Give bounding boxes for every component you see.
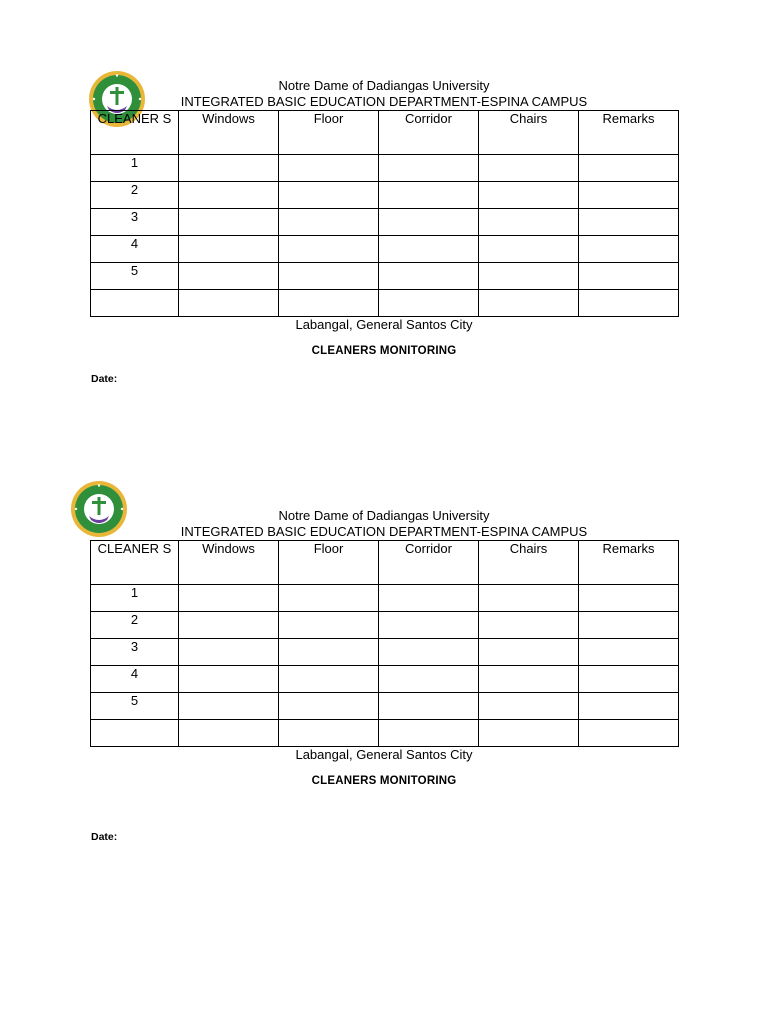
table-cell: 4 bbox=[91, 666, 179, 693]
table-cell[interactable] bbox=[91, 290, 179, 317]
header-floor: Floor bbox=[279, 541, 379, 585]
table-cell: 3 bbox=[91, 209, 179, 236]
table-cell[interactable] bbox=[379, 155, 479, 182]
table-cell[interactable] bbox=[479, 182, 579, 209]
table-row bbox=[91, 263, 679, 290]
city-address: Labangal, General Santos City bbox=[295, 747, 473, 762]
form-title: CLEANERS MONITORING bbox=[311, 345, 457, 357]
table-cell[interactable] bbox=[479, 639, 579, 666]
table-cell[interactable] bbox=[479, 209, 579, 236]
table-cell[interactable] bbox=[279, 182, 379, 209]
table-cell[interactable] bbox=[279, 720, 379, 747]
table-cell[interactable] bbox=[479, 290, 579, 317]
table-cell[interactable] bbox=[179, 209, 279, 236]
table-cell[interactable] bbox=[179, 693, 279, 720]
table-cell[interactable] bbox=[279, 612, 379, 639]
table-cell[interactable] bbox=[379, 585, 479, 612]
table-cell[interactable] bbox=[379, 263, 479, 290]
table-cell[interactable] bbox=[379, 236, 479, 263]
header-remarks: Remarks bbox=[579, 541, 679, 585]
table-cell[interactable] bbox=[579, 693, 679, 720]
header-corridor: Corridor bbox=[379, 541, 479, 585]
table-row bbox=[91, 666, 679, 693]
table-cell[interactable] bbox=[179, 639, 279, 666]
table-cell[interactable] bbox=[479, 720, 579, 747]
table-cell[interactable] bbox=[579, 666, 679, 693]
table-row bbox=[91, 290, 679, 317]
university-name: Notre Dame of Dadiangas University bbox=[278, 78, 490, 93]
table-cell[interactable] bbox=[279, 693, 379, 720]
form-title: CLEANERS MONITORING bbox=[311, 775, 457, 787]
table-cell: 3 bbox=[91, 639, 179, 666]
table-cell: 1 bbox=[91, 585, 179, 612]
table-row bbox=[91, 693, 679, 720]
table-cell: 1 bbox=[91, 155, 179, 182]
table-cell[interactable] bbox=[579, 155, 679, 182]
table-cell[interactable] bbox=[279, 209, 379, 236]
table-cell[interactable] bbox=[279, 639, 379, 666]
table-cell[interactable] bbox=[179, 290, 279, 317]
table-cell[interactable] bbox=[179, 720, 279, 747]
table-cell[interactable] bbox=[379, 182, 479, 209]
table-cell: 4 bbox=[91, 236, 179, 263]
table-cell[interactable] bbox=[179, 585, 279, 612]
table-cell[interactable] bbox=[579, 639, 679, 666]
header-windows: Windows bbox=[179, 111, 279, 155]
header-floor: Floor bbox=[279, 111, 379, 155]
header-remarks: Remarks bbox=[579, 111, 679, 155]
table-row bbox=[91, 612, 679, 639]
city-address: Labangal, General Santos City bbox=[295, 317, 473, 332]
table-cell[interactable] bbox=[479, 236, 579, 263]
table-cell[interactable] bbox=[479, 666, 579, 693]
table-cell[interactable] bbox=[179, 263, 279, 290]
table-cell[interactable] bbox=[379, 209, 479, 236]
table-cell[interactable] bbox=[179, 182, 279, 209]
table-cell[interactable] bbox=[179, 236, 279, 263]
header-chairs: Chairs bbox=[479, 111, 579, 155]
table-cell[interactable] bbox=[579, 209, 679, 236]
table-cell[interactable] bbox=[579, 290, 679, 317]
table-cell[interactable] bbox=[579, 182, 679, 209]
cleaners-table bbox=[90, 540, 679, 747]
header-cleaners: CLEANER S bbox=[91, 111, 179, 155]
table-row bbox=[91, 155, 679, 182]
table-row bbox=[91, 182, 679, 209]
header-cleaners: CLEANER S bbox=[91, 541, 179, 585]
cleaners-form-2 bbox=[0, 430, 768, 860]
table-cell[interactable] bbox=[379, 720, 479, 747]
table-cell[interactable] bbox=[279, 155, 379, 182]
date-label: Date: bbox=[91, 373, 118, 385]
table-cell[interactable] bbox=[179, 155, 279, 182]
table-cell[interactable] bbox=[379, 666, 479, 693]
table-cell[interactable] bbox=[179, 666, 279, 693]
table-cell[interactable] bbox=[479, 612, 579, 639]
table-cell: 2 bbox=[91, 182, 179, 209]
table-cell[interactable] bbox=[279, 263, 379, 290]
table-cell[interactable] bbox=[579, 236, 679, 263]
table-row bbox=[91, 585, 679, 612]
table-cell[interactable] bbox=[279, 666, 379, 693]
table-row bbox=[91, 209, 679, 236]
header-corridor: Corridor bbox=[379, 111, 479, 155]
table-cell[interactable] bbox=[379, 290, 479, 317]
cleaners-form-1 bbox=[0, 0, 768, 430]
department-name: INTEGRATED BASIC EDUCATION DEPARTMENT-ESPINA CAMPUS bbox=[180, 94, 588, 109]
table-cell: 2 bbox=[91, 612, 179, 639]
university-name: Notre Dame of Dadiangas University bbox=[278, 508, 490, 523]
table-cell[interactable] bbox=[279, 585, 379, 612]
table-cell[interactable] bbox=[579, 612, 679, 639]
table-cell[interactable] bbox=[279, 236, 379, 263]
table-row bbox=[91, 639, 679, 666]
table-cell[interactable] bbox=[479, 263, 579, 290]
table-cell[interactable] bbox=[379, 639, 479, 666]
table-row bbox=[91, 720, 679, 747]
department-name: INTEGRATED BASIC EDUCATION DEPARTMENT-ESPINA CAMPUS bbox=[180, 524, 588, 539]
table-cell: 5 bbox=[91, 263, 179, 290]
header-chairs: Chairs bbox=[479, 541, 579, 585]
table-row bbox=[91, 236, 679, 263]
table-cell: 5 bbox=[91, 693, 179, 720]
table-cell[interactable] bbox=[91, 720, 179, 747]
table-cell[interactable] bbox=[579, 585, 679, 612]
table-header-row bbox=[91, 111, 679, 155]
table-cell[interactable] bbox=[279, 290, 379, 317]
table-cell[interactable] bbox=[579, 720, 679, 747]
date-label: Date: bbox=[91, 831, 118, 843]
cleaners-table bbox=[90, 110, 679, 317]
table-cell[interactable] bbox=[479, 585, 579, 612]
table-header-row bbox=[91, 541, 679, 585]
table-cell[interactable] bbox=[479, 693, 579, 720]
table-cell[interactable] bbox=[179, 612, 279, 639]
table-cell[interactable] bbox=[479, 155, 579, 182]
table-cell[interactable] bbox=[379, 612, 479, 639]
header-windows: Windows bbox=[179, 541, 279, 585]
table-cell[interactable] bbox=[379, 693, 479, 720]
table-cell[interactable] bbox=[579, 263, 679, 290]
